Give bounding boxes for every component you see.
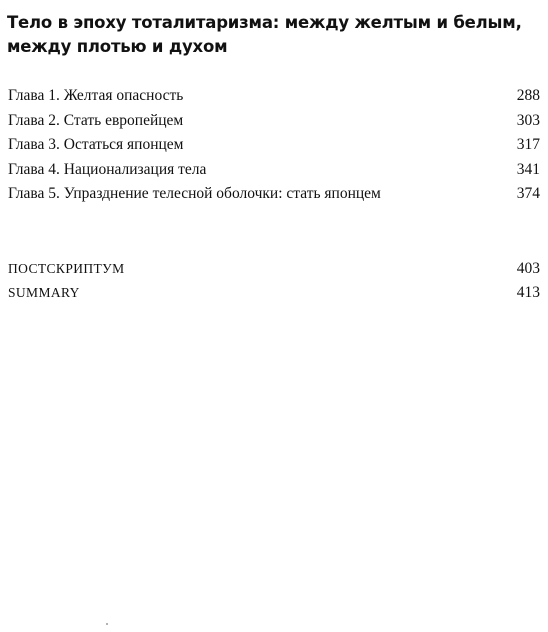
- toc-entry-chapter-1: [8, 84, 540, 109]
- chapter-title: Глава 3. Остаться японцем: [8, 136, 184, 153]
- page-number: 303: [516, 111, 540, 129]
- chapter-list: [8, 84, 540, 207]
- toc-entry-chapter-2: [8, 109, 540, 134]
- page-number: 317: [516, 136, 540, 153]
- section-title: ПОСТСКРИПТУМ: [8, 261, 125, 276]
- chapter-title: Глава 4. Национализация тела: [8, 160, 207, 178]
- chapter-title: Глава 2. Стать европейцем: [8, 111, 184, 129]
- scan-speck: [106, 623, 108, 625]
- page-number: 413: [516, 284, 540, 301]
- page-number: 341: [516, 160, 540, 178]
- page-number: 374: [516, 185, 540, 202]
- chapter-title: Глава 1. Желтая опасность: [8, 87, 184, 104]
- toc-entry-summary: [8, 281, 540, 305]
- chapter-title: Глава 5. Упразднение телесной оболочки: стать японцем: [8, 185, 381, 202]
- toc-entry-postscript: [8, 257, 540, 281]
- toc-entry-chapter-3: [8, 133, 540, 158]
- section-title: SUMMARY: [8, 285, 80, 300]
- page-number: 288: [516, 87, 540, 104]
- toc-entry-chapter-5: [8, 182, 540, 207]
- back-matter-list: [8, 257, 540, 305]
- part-title: Тело в эпоху тоталитаризма: между желтым и белым, между плотью и духом: [7, 13, 522, 56]
- toc-entry-chapter-4: [8, 158, 540, 183]
- page-number: 403: [516, 260, 540, 277]
